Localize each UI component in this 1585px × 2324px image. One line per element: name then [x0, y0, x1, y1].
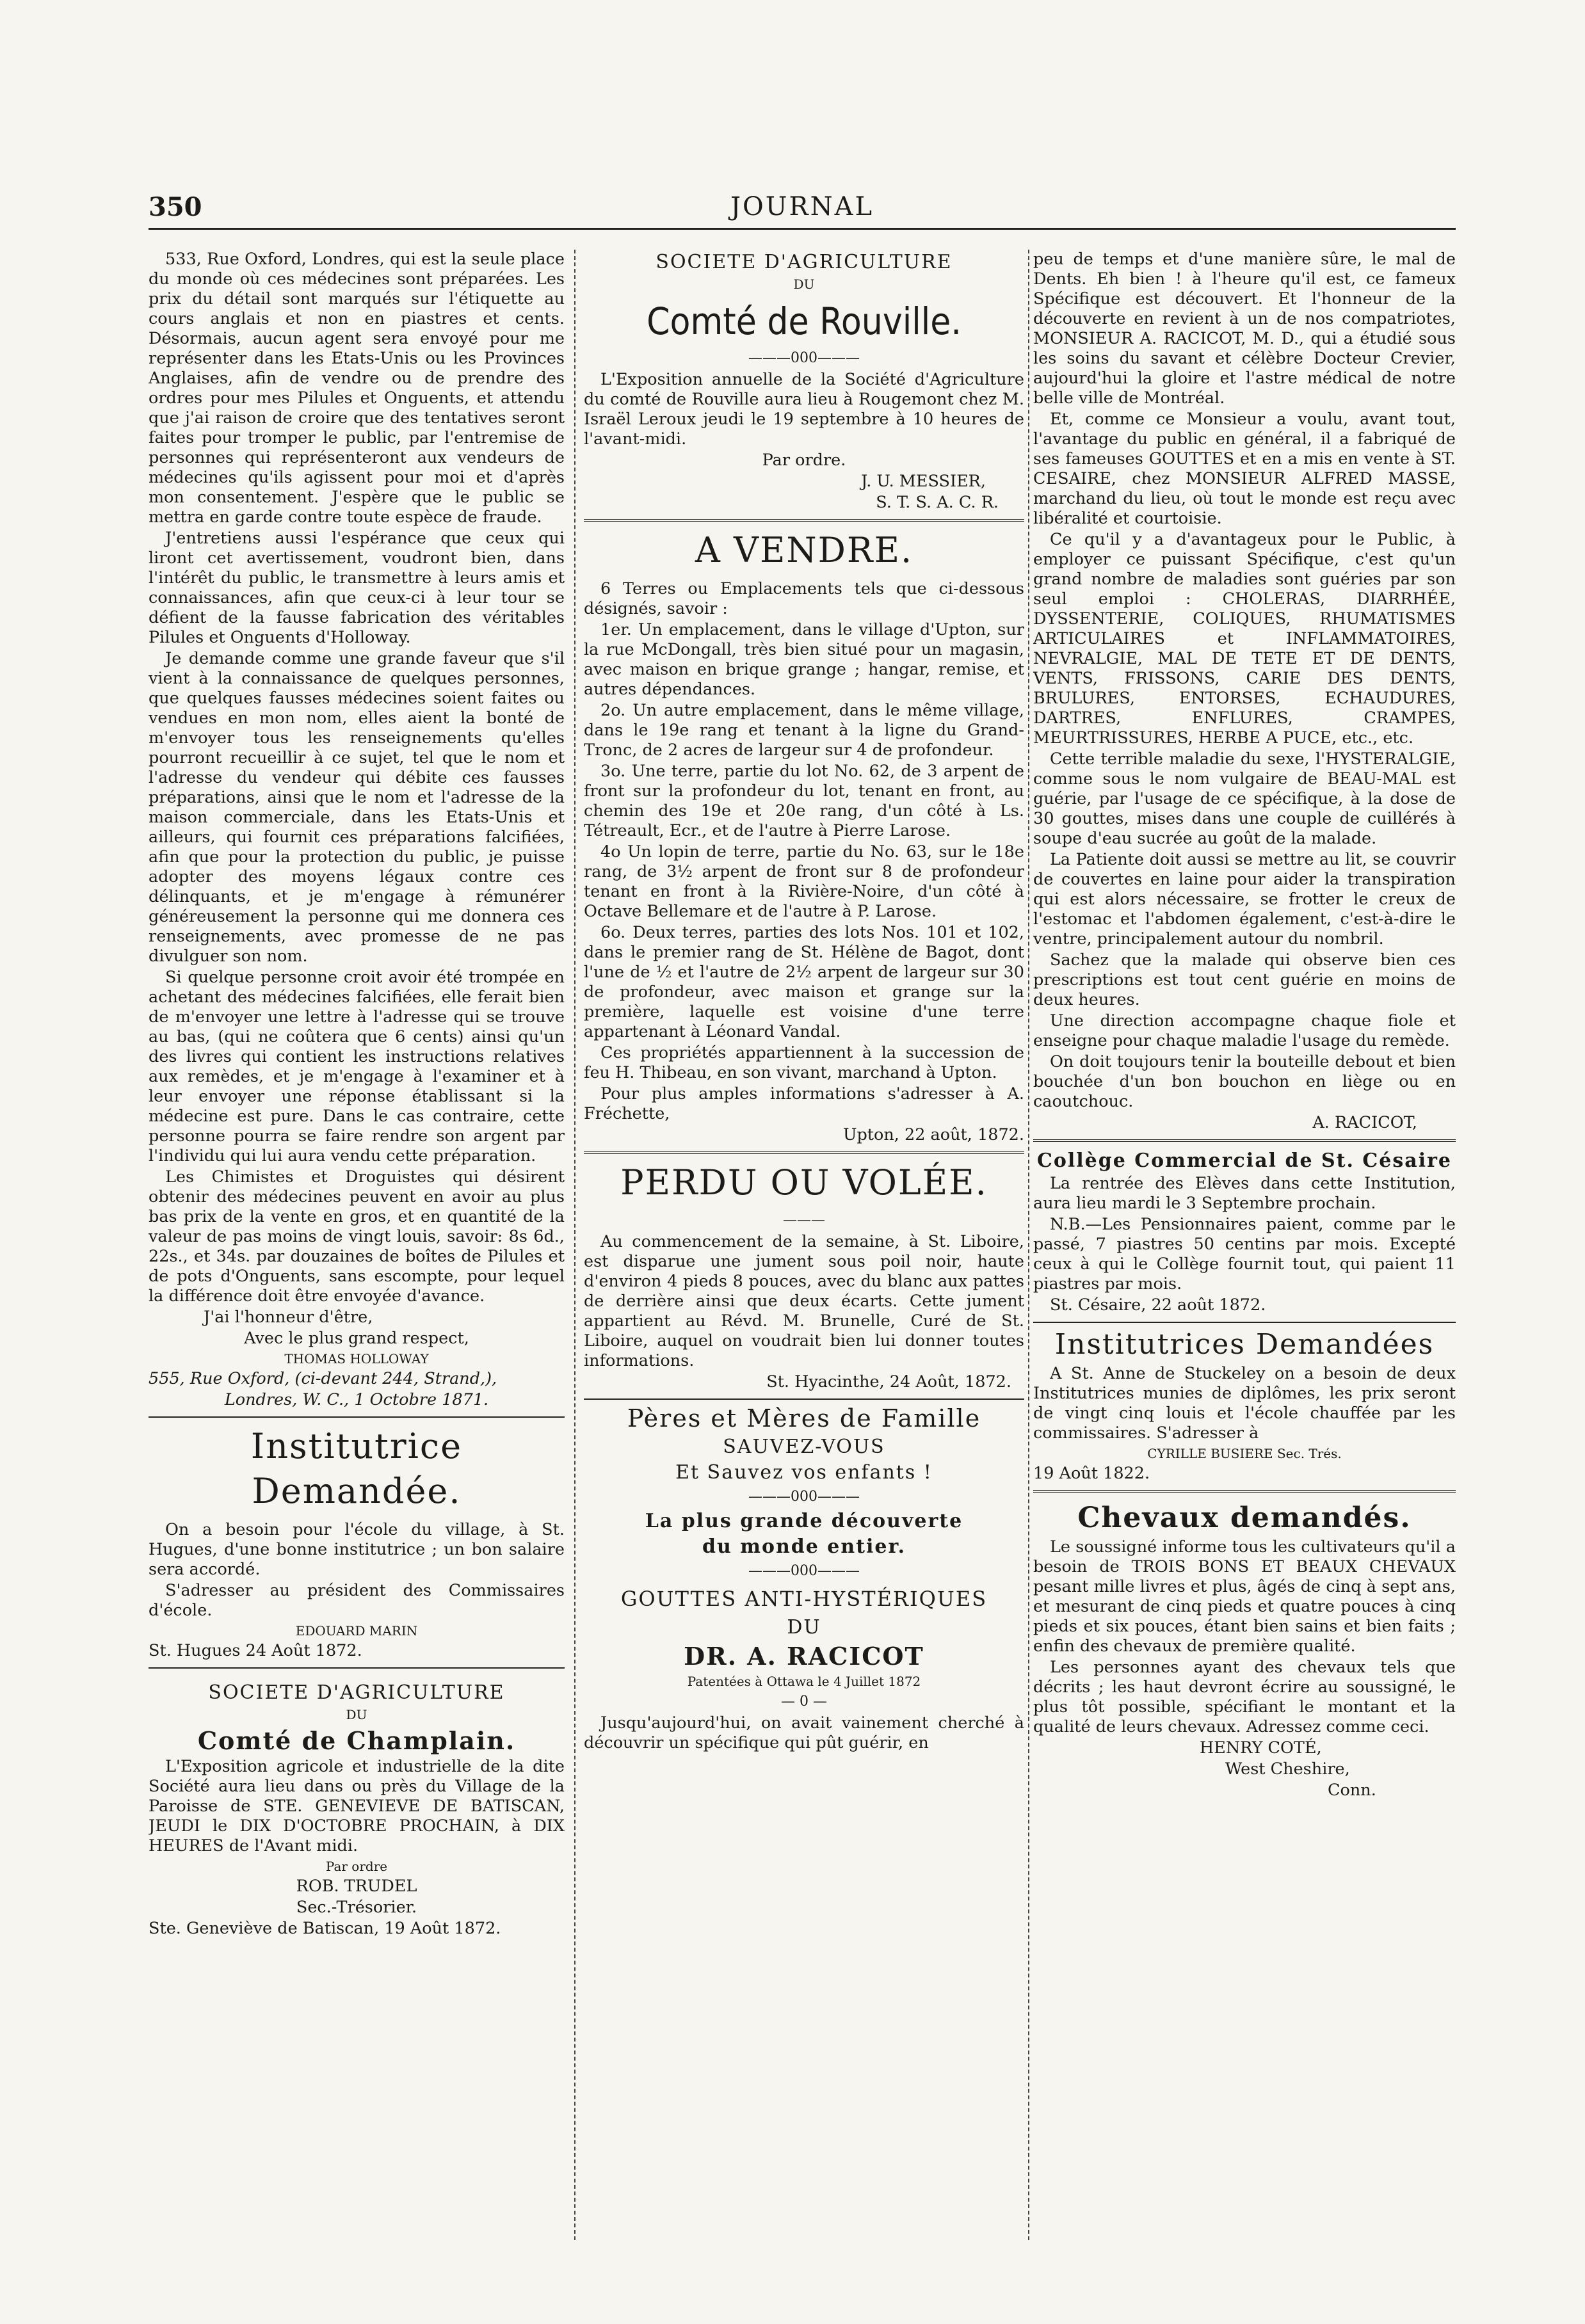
signature: CYRILLE BUSIERE Sec. Trés. [1147, 1446, 1342, 1461]
section-rule [1033, 1139, 1456, 1142]
divider: ———000——— [748, 350, 860, 366]
paragraph: 1er. Un emplacement, dans le village d'Upton, sur la rue McDongall, très bien situé pour un magasin, avec maison en brique grange ; hangar, remise, et autres dépendances. [584, 620, 1024, 699]
paragraph: A St. Anne de Stuckeley on a besoin de deux Institutrices munies de diplômes, les prix seront de vingt cinq louis et l'école chauffée par les commissaires. S'adresser à [1033, 1364, 1456, 1443]
closing: Avec le plus grand respect, [244, 1329, 469, 1348]
divider: ———000——— [748, 1563, 860, 1579]
divider: ——— [783, 1212, 825, 1228]
paragraph: L'Exposition agricole et industrielle de la dite Société aura lieu dans ou près du Village de la Paroisse de STE. GENEVIEVE DE BATISCAN, JEUDI le DIX D'OCTOBRE PROCHAIN, à DIX HEURES de l'Avant midi. [149, 1757, 565, 1855]
section-subtitle: DU [346, 1707, 367, 1722]
paragraph: L'Exposition annuelle de la Société d'Agriculture du comté de Rouville aura lieu à Rougemont chez M. Israël Leroux jeudi le 19 septembre à 10 heures de l'avant-midi. [584, 370, 1024, 449]
paragraph: Une direction accompagne chaque fiole et enseigne pour chaque maladie l'usage du remède. [1033, 1011, 1456, 1050]
column-divider [1028, 250, 1029, 2240]
section-title: Collège Commercial de St. Césaire [1037, 1150, 1452, 1172]
section-title: Chevaux demandés. [1077, 1502, 1412, 1534]
paragraph: On a besoin pour l'école du village, à St. Hugues, d'une bonne institutrice ; un bon salaire sera accordé. [149, 1520, 565, 1579]
signature: J. U. MESSIER, [860, 472, 986, 491]
product-subtitle: DU [787, 1616, 821, 1639]
closing: J'ai l'honneur d'être, [204, 1308, 373, 1327]
section-title: Comté de Rouville. [647, 300, 961, 343]
paragraph: 533, Rue Oxford, Londres, qui est la seule place du monde où ces médecines sont préparées. Les prix du détail sont marqués sur l'étiquette au cours anglais et non en piastres et cents. Désormais, aucun agent sera envoyé pour me représenter dans les Etats-Unis ou les Provinces Anglaises, afin de vendre ou de prendre des ordres pour mes Pilules et Onguents, et attendu que j'ai raison de croire que des tentatives seront faites pour tromper le public, par l'entremise de personnes qui représenteront aux vendeurs de médecines qu'ils agissent pour moi et d'après mon consentement. J'espère que le public se mettra en garde contre toute espèce de fraude. [149, 250, 565, 527]
journal-title: JOURNAL [730, 192, 874, 221]
paragraph: Les personnes ayant des chevaux tels que décrits ; les haut devront écrire au soussigné, le plus tôt possible, spécifiant le montant et la qualité de leurs chevaux. Adressez comme ceci. [1033, 1658, 1456, 1736]
paragraph: Si quelque personne croit avoir été trompée en achetant des médecines falcifiées, elle ferait bien de m'envoyer une lettre à l'adresse qui se trouve au bas, (qui ne coûtera que 6 cents) ainsi qu'un des livres qui contient les instructions relatives aux remèdes, et je m'engage à l'examiner et à leur envoyer une réponse établissant si la médecine est pure. Dans le cas contraire, cette personne pourra se faire rendre son argent par l'individu qui lui aura vendu cette préparation. [149, 968, 565, 1166]
paragraph: 6 Terres ou Emplacements tels que ci-dessous désignés, savoir : [584, 579, 1024, 618]
order-line: Par ordre [325, 1859, 388, 1874]
signature-state: Conn. [1328, 1781, 1376, 1800]
paragraph: Cette terrible maladie du sexe, l'HYSTERALGIE, comme sous le nom vulgaire de BEAU-MAL est guérie, par l'usage de ce spécifique, à la dose de 30 gouttes, mises dans une couple de cuillérés à soupe d'eau sucrée au goût de la malade. [1033, 749, 1456, 848]
paragraph: 4o Un lopin de terre, partie du No. 63, sur le 18e rang, de 3½ arpent de front sur 8 de profondeur tenant en front à la Rivière-Noire, d'un côté à Octave Bellemare et de l'autre à P. Larose. [584, 842, 1024, 921]
section-subtitle: DU [793, 276, 815, 292]
section-rule [1033, 1322, 1456, 1323]
divider: ———000——— [748, 1489, 860, 1505]
section-rule [584, 1151, 1024, 1154]
paragraph: Ce qu'il y a d'avantageux pour le Public, à employer ce puissant Spécifique, c'est qu'un grand nombre de maladies sont guéries par son seul emploi : CHOLERAS, DIARRHÉE, DYSSENTERIE, COLIQUES, RHUMATISMES ARTICULAIRES et INFLAMMATOIRES, NEVRALGIE, MAL DE TETE ET DE DENTS, VENTS, FRISSONS, CARIE DES DENTS, BRULURES, ENTORSES, ECHAUDURES, DARTRES, ENFLURES, CRAMPES, MEURTRISSURES, HERBE A PUCE, etc., etc. [1033, 530, 1456, 748]
signature-role: Sec.-Trésorier. [296, 1898, 417, 1917]
paragraph: La rentrée des Elèves dans cette Institution, aura lieu mardi le 3 Septembre prochain. [1033, 1174, 1456, 1213]
section-title: A VENDRE. [695, 530, 913, 570]
headline: La plus grande découverte [645, 1510, 963, 1532]
address: 555, Rue Oxford, (ci-devant 244, Strand,), [149, 1369, 497, 1388]
paragraph: 6o. Deux terres, parties des lots Nos. 101 et 102, dans le premier rang de St. Hélène de Bagot, dont l'une de ½ et l'autre de 2½ arpent de largeur sur 30 de profondeur, avec maison et grange sur la première, laquelle est voisine d'une terre appartenant à Léonard Vandal. [584, 923, 1024, 1041]
section-title: Institutrice Demandée. [250, 1426, 463, 1511]
column-2 [584, 250, 1024, 2240]
column-1 [149, 250, 565, 2240]
header-rule [149, 228, 1456, 230]
paragraph: Les Chimistes et Droguistes qui désirent obtenir des médecines peuvent en avoir au plus bas prix de la vente en gros, et en quantité de la valeur de pas moins de vingt louis, savoir: 8s 6d., 22s., et 34s. par douzaines de boîtes de Pilules et de pots d'Onguents, sans escompte, pour lequel la différence doit être envoyée d'avance. [149, 1167, 565, 1306]
signature: EDOUARD MARIN [295, 1623, 418, 1639]
section-rule [584, 1398, 1024, 1400]
paragraph: peu de temps et d'une manière sûre, le mal de Dents. Eh bien ! à l'heure qu'il est, ce fameux Spécifique est découvert. Et l'honneur de la découverte en revient à un de nos compatriotes, MONSIEUR A. RACICOT, M. D., qui a étudié sous les soins du savant et célèbre Docteur Crevier, aujourd'hui la gloire et l'astre médical de notre belle ville de Montréal. [1033, 250, 1456, 408]
section-rule [149, 1667, 565, 1669]
paragraph: J'entretiens aussi l'espérance que ceux qui liront cet avertissement, voudront bien, dans l'intérêt du public, le transmettre à leurs amis et connaissances, afin que ceux-ci à leur tour se défient de la fausse fabrication des véritables Pilules et Onguents d'Holloway. [149, 529, 565, 647]
signature: THOMAS HOLLOWAY [284, 1351, 429, 1366]
section-rule [1033, 1490, 1456, 1493]
signature: ROB. TRUDEL [296, 1877, 417, 1896]
section-subtitle: SAUVEZ-VOUS [723, 1436, 885, 1458]
date-line: 19 Août 1822. [1033, 1464, 1150, 1483]
paragraph: Et, comme ce Monsieur a voulu, avant tout, l'avantage du public en général, il a fabriqué de ses fameuses GOUTTES et en a mis en vente à ST. CESAIRE, chez MONSIEUR ALFRED MASSE, marchand du lieu, où tout le monde est reçu avec libéralité et courtoisie. [1033, 410, 1456, 528]
paragraph: 3o. Une terre, partie du lot No. 62, de 3 arpent de front sur la profondeur du lot, tenant en front, au chemin des 19e et 20e rang, d'un côté à Ls. Tétreault, Ecr., et de l'autre à Pierre Larose. [584, 762, 1024, 840]
headline: du monde entier. [702, 1535, 906, 1558]
section-title: SOCIETE D'AGRICULTURE [208, 1681, 505, 1704]
column-divider [574, 250, 575, 2240]
section-title: Institutrices Demandées [1054, 1328, 1435, 1361]
signature: A. RACICOT, [1312, 1113, 1417, 1132]
signature-place: West Cheshire, [1225, 1759, 1350, 1779]
paragraph: Au commencement de la semaine, à St. Liboire, est disparue une jument sous poil noir, haute d'environ 4 pieds 8 pouces, avec du blanc aux pattes de derrière ainsi que deux écarts. Cette jument appartient au Révd. M. Brunelle, Curé de St. Liboire, auquel on voudrait bien lui donner toutes informations. [584, 1232, 1024, 1370]
section-rule [584, 519, 1024, 522]
section-title: Comté de Champlain. [197, 1726, 516, 1755]
product-title: GOUTTES ANTI-HYSTÉRIQUES [620, 1587, 988, 1611]
date-line: St. Hyacinthe, 24 Août, 1872. [766, 1372, 1011, 1391]
section-title: Pères et Mères de Famille [627, 1404, 981, 1432]
page-header [149, 192, 1456, 237]
divider: — 0 — [781, 1694, 827, 1710]
order-line: Par ordre. [762, 451, 846, 470]
paragraph: Sachez que la malade qui observe bien ces prescriptions est tout cent guérie en moins de deux heures. [1033, 950, 1456, 1009]
page-number: 350 [149, 192, 202, 222]
column-3 [1033, 250, 1456, 2240]
date-line: Ste. Geneviève de Batiscan, 19 Août 1872. [149, 1919, 501, 1938]
signature-role: S. T. S. A. C. R. [876, 493, 999, 512]
date-line: St. Hugues 24 Août 1872. [149, 1641, 362, 1660]
paragraph: S'adresser au président des Commissaires d'école. [149, 1581, 565, 1620]
address: Londres, W. C., 1 Octobre 1871. [224, 1390, 489, 1409]
paragraph: Pour plus amples informations s'adresser à A. Fréchette, [584, 1084, 1024, 1123]
signature: HENRY COTÉ, [1200, 1738, 1322, 1758]
product-author: DR. A. RACICOT [684, 1642, 924, 1671]
paragraph: Le soussigné informe tous les cultivateurs qu'il a besoin de TROIS BONS ET BEAUX CHEVAUX pesant mille livres et plus, âgés de cinq à sept ans, et mesurant de cinq pieds et quatre pouces à cinq pieds et six pouces, étant bien sains et bien faits ; enfin des chevaux de première qualité. [1033, 1537, 1456, 1656]
paragraph: Ces propriétés appartiennent à la succession de feu H. Thibeau, en son vivant, marchand à Upton. [584, 1043, 1024, 1082]
paragraph: 2o. Un autre emplacement, dans le même village, dans le 19e rang et tenant à la ligne du Grand-Tronc, de 2 acres de largeur sur 4 de profondeur. [584, 701, 1024, 760]
section-rule [149, 1416, 565, 1418]
patent-line: Patentées à Ottawa le 4 Juillet 1872 [687, 1674, 921, 1689]
section-title: SOCIETE D'AGRICULTURE [656, 251, 953, 273]
paragraph: La Patiente doit aussi se mettre au lit, se couvrir de couvertes en laine pour aider la transpiration qui est alors nécessaire, se frotter le creux de l'estomac et l'abdomen également, c'est-à-dire le ventre, principalement autour du nombril. [1033, 850, 1456, 949]
paragraph: Jusqu'aujourd'hui, on avait vainement cherché à découvrir un spécifique qui pût guérir, en [584, 1713, 1024, 1752]
paragraph: Je demande comme une grande faveur que s'il vient à la connaissance de quelques personnes, que quelques fausses médecines soient faites ou vendues en mon nom, elles aient la bonté de m'envoyer tous les renseignements qu'elles pourront recueillir à ce sujet, tel que le nom et l'adresse du vendeur qui débite ces fausses préparations, ainsi que le nom et l'adresse de la maison commerciale, dans les Etats-Unis et ailleurs, qui fournit ces préparations falcifiées, afin que pour la protection du public, je puisse adopter des moyens légaux contre ces délinquants, et je m'engage à rémunérer généreusement la personne qui me donnera ces renseignements, avec promesse de ne pas divulguer son nom. [149, 649, 565, 966]
paragraph: On doit toujours tenir la bouteille debout et bien bouchée d'un bon bouchon en liège ou en caoutchouc. [1033, 1052, 1456, 1111]
date-line: Upton, 22 août, 1872. [842, 1125, 1024, 1144]
paragraph: N.B.—Les Pensionnaires paient, comme par le passé, 7 piastres 50 centins par mois. Excepté ceux à qui le Collège fournit tout, qui paient 11 piastres par mois. [1033, 1215, 1456, 1294]
section-title: PERDU OU VOLÉE. [620, 1162, 988, 1203]
date-line: St. Césaire, 22 août 1872. [1050, 1295, 1266, 1315]
section-subtitle: Et Sauvez vos enfants ! [675, 1461, 933, 1484]
